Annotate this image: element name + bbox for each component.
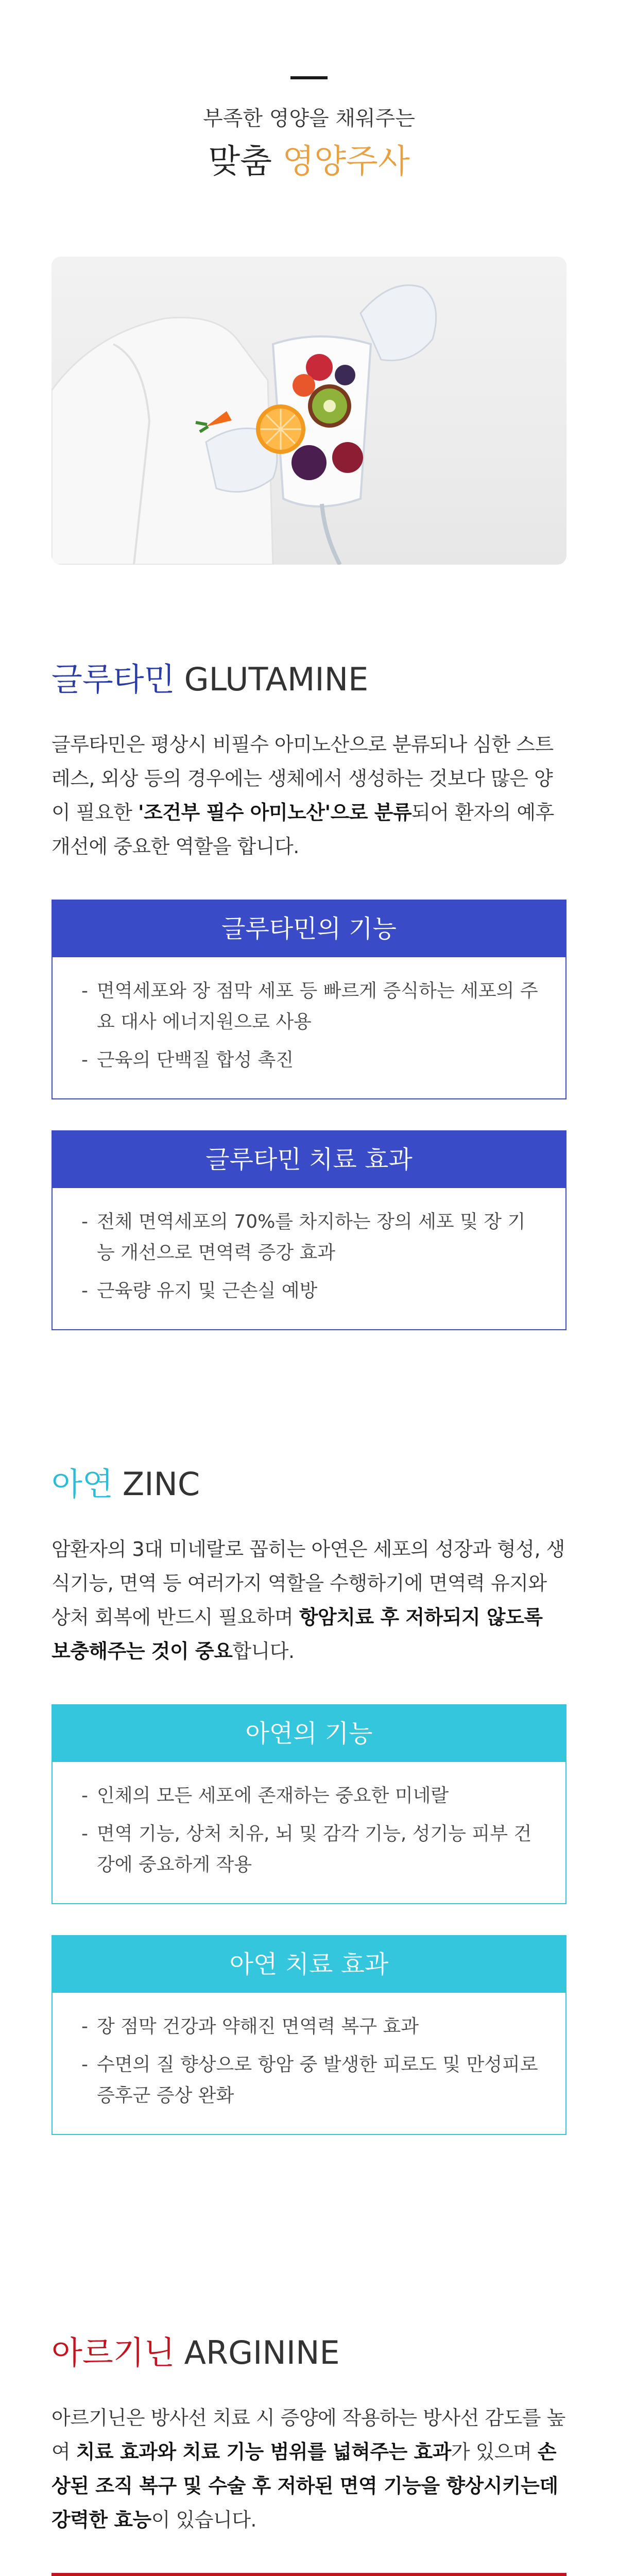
- desc-text: 글루타민은 평상시 비필수 아미노산으로 분류되나 심한 스트레스, 외상 등의 경우에는 생체에서 생성하는 것보다 많은 양이 필요한: [52, 733, 554, 824]
- item-text: 장 점막 건강과 약해진 면역력 복구 효과: [97, 2016, 419, 2037]
- item-text: 전체 면역세포의 70%를 차지하는 장의 세포 및 장 기능 개선으로 면역력 증강 효과: [97, 1211, 526, 1263]
- list-item: - 장 점막 건강과 약해진 면역력 복구 효과: [81, 2016, 419, 2037]
- list-item: - 전체 면역세포의 70%를 차지하는 장의 세포 및 장 기능 개선으로 면역력 증강 효과: [81, 1211, 526, 1263]
- desc-text: 아르기닌은 방사선 치료 시 증양에 작용하는 방사선 감도를 높여: [52, 2406, 565, 2463]
- desc-highlight: '조건부 필수 아미노산'으로 분류: [138, 801, 412, 824]
- function-card: [52, 900, 566, 1099]
- card-title: 아연 치료 효과: [53, 1936, 565, 1993]
- page-title: [0, 135, 618, 182]
- item-text: 인체의 모든 세포에 존재하는 중요한 미네랄: [97, 1785, 449, 1806]
- card-title: 아연의 기능: [53, 1705, 565, 1762]
- desc-highlight: 치료 효과와 치료 기능 범위를 넓혀주는 효과: [76, 2441, 451, 2463]
- item-text: 근육의 단백질 합성 촉진: [97, 1049, 294, 1071]
- desc-text: 합니다.: [232, 1640, 295, 1663]
- desc-text: 되어 환자의 예후 개선에 중요한 역할을 합니다.: [52, 801, 554, 858]
- header-subtitle: 부족한 영양을 채워주는: [203, 107, 415, 130]
- section-glutamine: [52, 660, 566, 1330]
- section-zinc: [52, 1465, 566, 2135]
- title-main: 맞춤: [208, 143, 272, 181]
- iv-bag-illustration: [52, 257, 566, 565]
- section-description: [52, 727, 566, 863]
- list-item: - 근육의 단백질 합성 촉진: [81, 1049, 294, 1071]
- section-title: [52, 2334, 566, 2378]
- section-title: [52, 660, 566, 705]
- item-text: 근육량 유지 및 근손실 예방: [97, 1280, 318, 1301]
- header-divider: [290, 76, 328, 79]
- function-card: [52, 1704, 566, 1904]
- desc-text: 이 있습니다.: [151, 2509, 256, 2531]
- card-title: [53, 2574, 565, 2576]
- list-item: - 면역 기능, 상처 치유, 뇌 및 감각 기능, 성기능 피부 건강에 중요하게 작용: [81, 1823, 532, 1875]
- title-ko: 아르기닌: [52, 2334, 175, 2371]
- section-description: [52, 2401, 566, 2537]
- hero-image: [52, 257, 566, 565]
- effect-card: [52, 1130, 566, 1330]
- card-title: 글루타민의 기능: [53, 901, 565, 957]
- title-en: GLUTAMINE: [184, 660, 369, 698]
- list-item: - 면역세포와 장 점막 세포 등 빠르게 증식하는 세포의 주요 대사 에너지원으로 사용: [81, 980, 538, 1032]
- desc-highlight: 항암치료 후 저하되지 않도록 보충해주는 것이 중요: [52, 1606, 543, 1663]
- desc-highlight: 손상된 조직 복구 및 수술 후 저하된 면역 기능을 향상시키는데 강력한 효능: [52, 2441, 558, 2531]
- title-en: ARGININE: [184, 2334, 340, 2371]
- item-text: 면역세포와 장 점막 세포 등 빠르게 증식하는 세포의 주요 대사 에너지원으로 사용: [97, 980, 538, 1032]
- title-ko: 아연: [52, 1465, 113, 1503]
- list-item: - 수면의 질 향상으로 항암 중 발생한 피로도 및 만성피로 증후군 증상 완화: [81, 2054, 538, 2106]
- desc-text: 가 있으며: [451, 2441, 538, 2463]
- title-en: ZINC: [122, 1465, 200, 1503]
- list-item: - 근육량 유지 및 근손실 예방: [81, 1280, 318, 1301]
- effect-card: [52, 1935, 566, 2135]
- function-card: [52, 2573, 566, 2576]
- card-title: 글루타민 치료 효과: [53, 1131, 565, 1188]
- section-arginine: [52, 2334, 566, 2576]
- section-title: [52, 1465, 566, 1510]
- title-accent: 영양주사: [282, 143, 410, 181]
- item-text: 수면의 질 향상으로 항암 중 발생한 피로도 및 만성피로 증후군 증상 완화: [97, 2054, 538, 2106]
- list-item: - 인체의 모든 세포에 존재하는 중요한 미네랄: [81, 1785, 449, 1806]
- section-description: [52, 1532, 566, 1668]
- desc-text: 암환자의 3대 미네랄로 꼽히는 아연은 세포의 성장과 형성, 생식기능, 면역 등 여러가지 역할을 수행하기에 면역력 유지와 상처 회복에 반드시 필요하며: [52, 1538, 565, 1629]
- title-ko: 글루타민: [52, 660, 175, 698]
- item-text: 면역 기능, 상처 치유, 뇌 및 감각 기능, 성기능 피부 건강에 중요하게 작용: [97, 1823, 532, 1875]
